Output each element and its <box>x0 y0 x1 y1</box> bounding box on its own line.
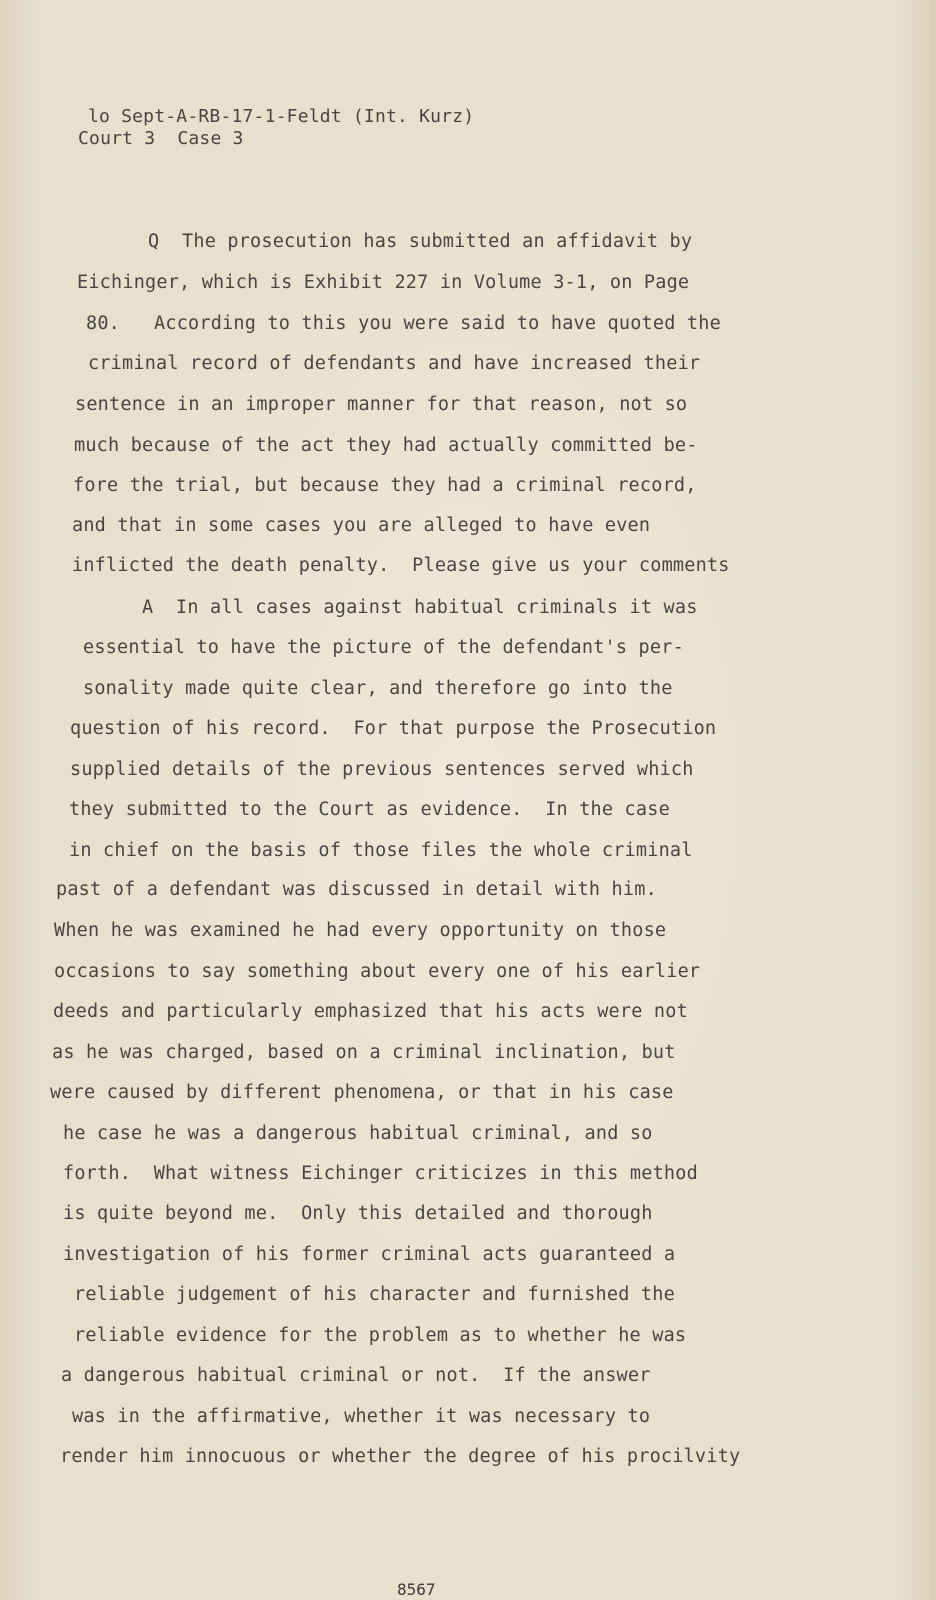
body-line: investigation of his former criminal acts guaranteed a <box>63 1244 676 1265</box>
body-line: inflicted the death penalty. Please give us your comments <box>72 555 730 576</box>
body-line: A In all cases against habitual criminals it was <box>142 597 698 618</box>
body-line: were caused by different phenomena, or that in his case <box>50 1082 674 1103</box>
body-line: past of a defendant was discussed in detail with him. <box>56 879 657 900</box>
body-line: and that in some cases you are alleged to have even <box>72 515 651 536</box>
body-line: as he was charged, based on a criminal inclination, but <box>52 1042 676 1063</box>
body-line: a dangerous habitual criminal or not. If the answer <box>61 1365 651 1386</box>
body-line: they submitted to the Court as evidence. In the case <box>69 799 670 820</box>
body-line: he case he was a dangerous habitual criminal, and so <box>63 1123 653 1144</box>
body-line: occasions to say something about every one of his earlier <box>54 961 701 982</box>
body-line: reliable judgement of his character and furnished the <box>74 1284 675 1305</box>
body-line: sentence in an improper manner for that reason, not so <box>75 394 688 415</box>
body-line: essential to have the picture of the defendant's per- <box>83 637 684 658</box>
body-line: fore the trial, but because they had a criminal record, <box>73 475 697 496</box>
body-line: is quite beyond me. Only this detailed and thorough <box>63 1203 653 1224</box>
body-line: supplied details of the previous sentences served which <box>70 759 694 780</box>
body-line: When he was examined he had every opportunity on those <box>54 920 667 941</box>
body-line: reliable evidence for the problem as to whether he was <box>74 1325 687 1346</box>
page-number: 8567 <box>397 1580 436 1599</box>
header-line-2: Court 3 Case 3 <box>78 128 244 149</box>
body-line: render him innocuous or whether the degree of his procilvity <box>60 1446 741 1467</box>
body-line: criminal record of defendants and have increased their <box>88 353 701 374</box>
body-line: much because of the act they had actually committed be- <box>74 435 698 456</box>
body-line: was in the affirmative, whether it was necessary to <box>72 1406 651 1427</box>
body-line: Q The prosecution has submitted an affidavit by <box>148 231 693 252</box>
body-line: deeds and particularly emphasized that his acts were not <box>53 1001 688 1022</box>
page-edge <box>930 0 936 1600</box>
header-line-1: lo Sept-A-RB-17-1-Feldt (Int. Kurz) <box>88 106 475 127</box>
body-line: 80. According to this you were said to have quoted the <box>86 313 721 334</box>
body-line: forth. What witness Eichinger criticizes in this method <box>63 1163 698 1184</box>
body-line: question of his record. For that purpose the Prosecution <box>70 718 717 739</box>
body-line: sonality made quite clear, and therefore go into the <box>83 678 673 699</box>
body-line: Eichinger, which is Exhibit 227 in Volume 3-1, on Page <box>77 272 690 293</box>
body-line: in chief on the basis of those files the whole criminal <box>69 840 693 861</box>
